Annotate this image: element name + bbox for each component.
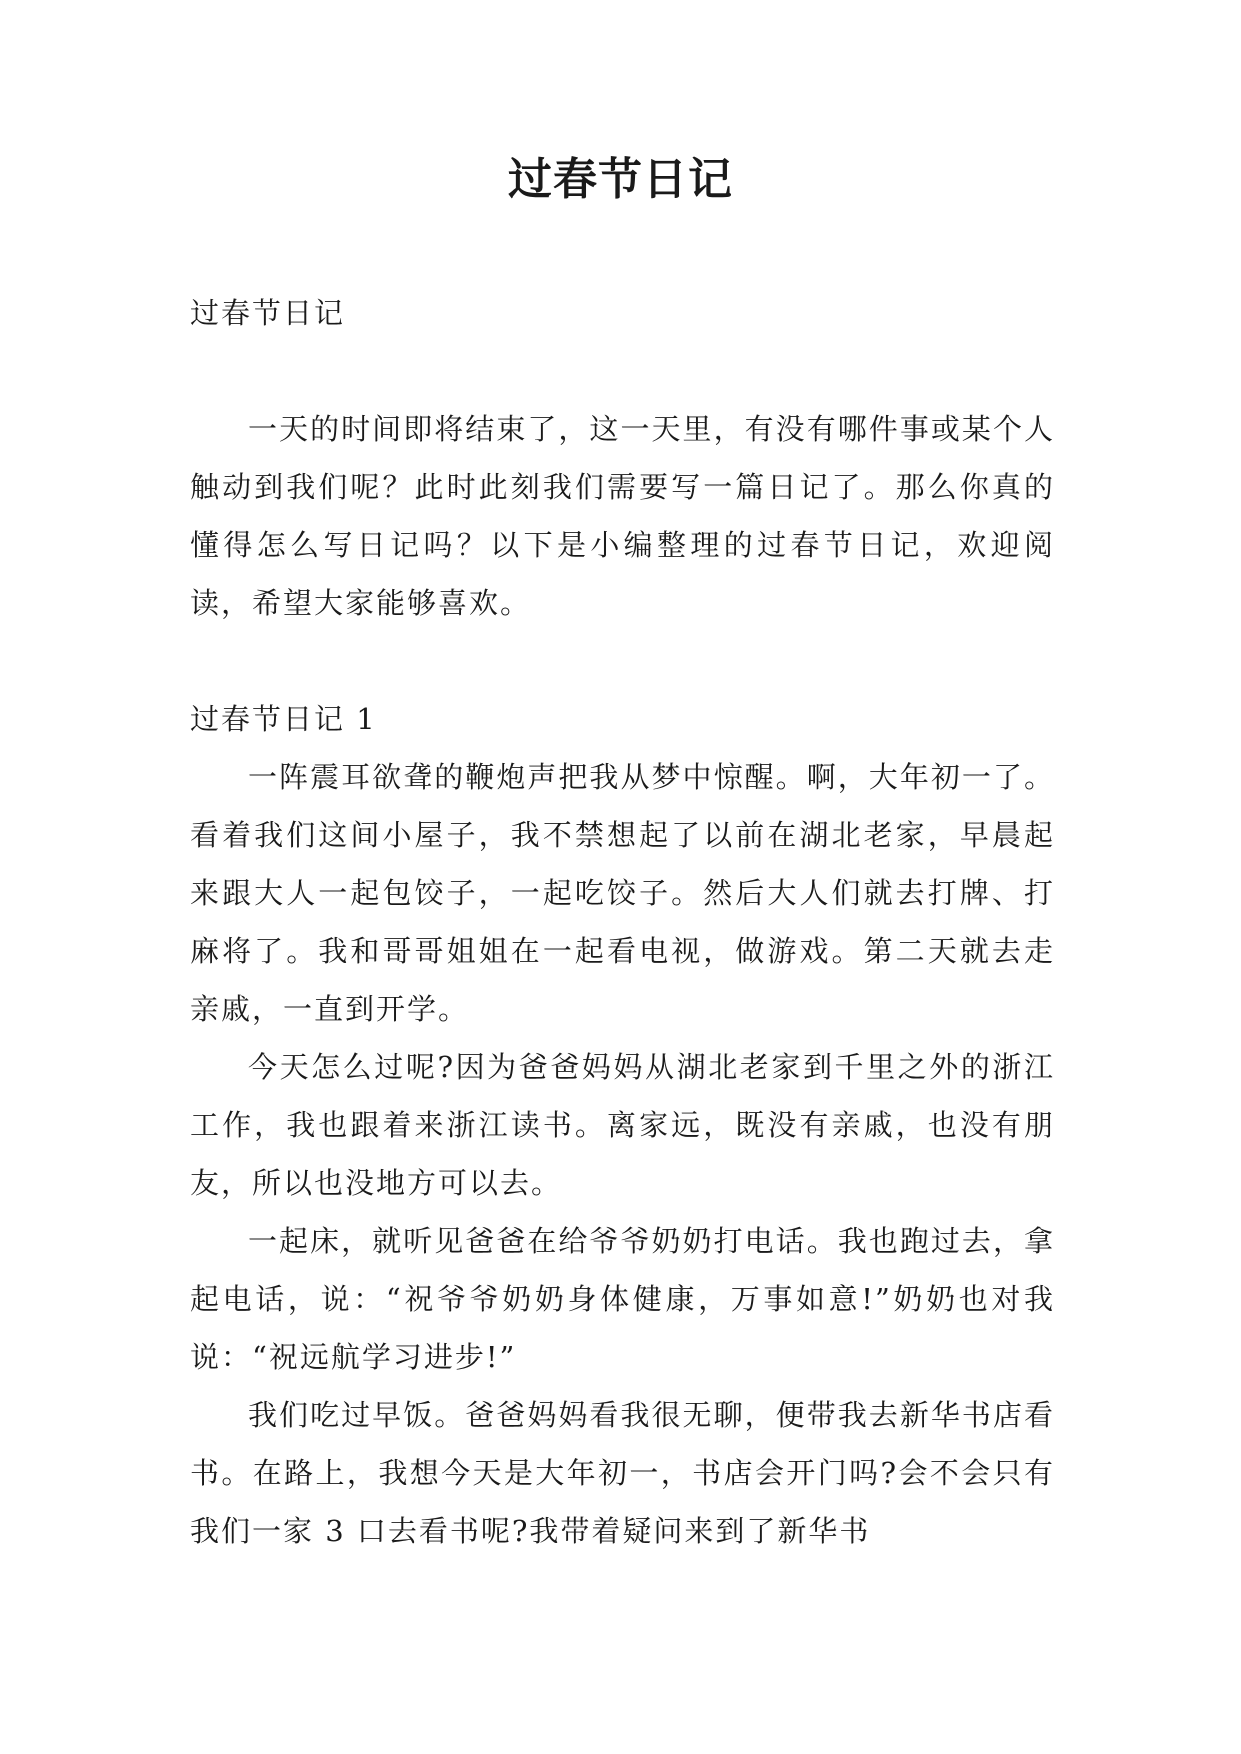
document-subtitle: 过春节日记 bbox=[190, 296, 346, 330]
body-paragraph: 我们吃过早饭。爸爸妈妈看我很无聊，便带我去新华书店看书。在路上，我想今天是大年初一，书店会开门吗?会不会只有我们一家 3 口去看书呢?我带着疑问来到了新华书 bbox=[190, 1398, 1055, 1548]
body-paragraph: 一阵震耳欲聋的鞭炮声把我从梦中惊醒。啊，大年初一了。看着我们这间小屋子，我不禁想起了以前在湖北老家，早晨起来跟大人一起包饺子，一起吃饺子。然后大人们就去打牌、打麻将了。我和哥哥姐姐在一起看电视，做游戏。第二天就去走亲戚，一直到开学。 bbox=[190, 760, 1055, 1026]
body-paragraph: 今天怎么过呢?因为爸爸妈妈从湖北老家到千里之外的浙江工作，我也跟着来浙江读书。离家远，既没有亲戚，也没有朋友，所以也没地方可以去。 bbox=[190, 1050, 1055, 1200]
body-paragraph: 一起床，就听见爸爸在给爷爷奶奶打电话。我也跑过去，拿起电话，说：“祝爷爷奶奶身体健康，万事如意!”奶奶也对我说：“祝远航学习进步!” bbox=[190, 1224, 1055, 1374]
section-heading: 过春节日记 1 bbox=[190, 702, 377, 736]
intro-paragraph: 一天的时间即将结束了，这一天里，有没有哪件事或某个人触动到我们呢？此时此刻我们需要写一篇日记了。那么你真的懂得怎么写日记吗？以下是小编整理的过春节日记，欢迎阅读，希望大家能够喜欢。 bbox=[190, 412, 1055, 620]
document-title: 过春节日记 bbox=[508, 154, 733, 205]
document-body bbox=[190, 284, 1055, 1560]
